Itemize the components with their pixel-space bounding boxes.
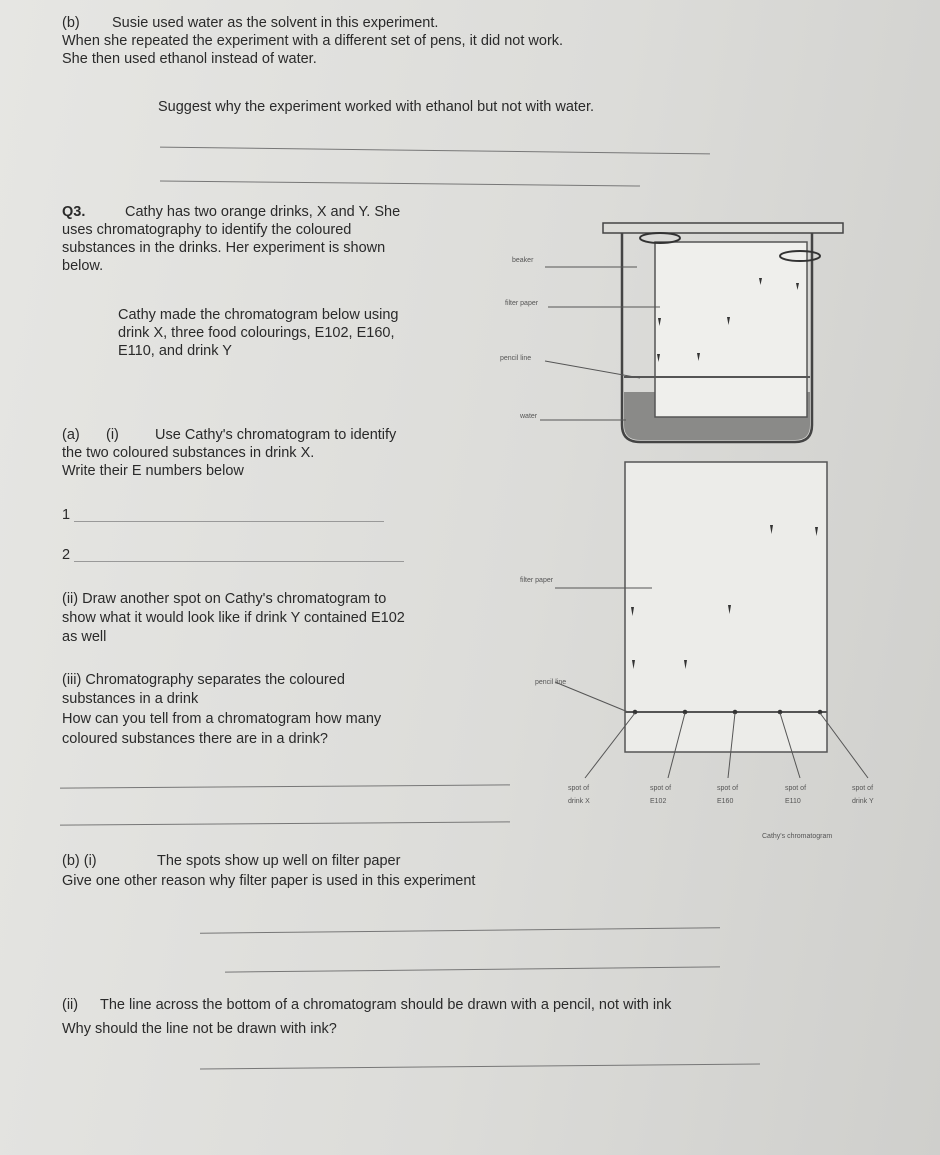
q3-intro-line: Cathy has two orange drinks, X and Y. She bbox=[125, 204, 401, 220]
a-ii-line: as well bbox=[62, 629, 107, 645]
chromatogram-diagram bbox=[500, 455, 900, 855]
support-rod bbox=[603, 223, 843, 233]
spot-label: drink Y bbox=[852, 798, 874, 805]
chromatogram-caption: Cathy's chromatogram bbox=[762, 833, 833, 840]
q3-made-line: E110, and drink Y bbox=[118, 343, 232, 359]
b-i-line: Give one other reason why filter paper is used in this experiment bbox=[62, 873, 476, 889]
apparatus-diagram bbox=[470, 215, 850, 455]
answer-line bbox=[160, 180, 640, 186]
q3-intro-line: uses chromatography to identify the coloured bbox=[62, 222, 352, 238]
prev-b-line3: She then used ethanol instead of water. bbox=[62, 51, 317, 67]
answer-line[interactable] bbox=[60, 784, 510, 788]
spot-label: spot of bbox=[568, 785, 590, 792]
a-iii-line: How can you tell from a chromatogram how many bbox=[62, 711, 382, 727]
prev-b-label: (b) bbox=[62, 15, 80, 31]
apparatus-label: filter paper bbox=[505, 300, 539, 307]
q3-intro-line: substances in the drinks. Her experiment is shown bbox=[62, 240, 386, 256]
answer-line[interactable] bbox=[200, 1064, 760, 1070]
q3-made-line: Cathy made the chromatogram below using bbox=[118, 307, 399, 323]
spot-label: spot of bbox=[852, 785, 874, 792]
filter-paper-in-beaker bbox=[655, 242, 807, 417]
answer-1-label: 1 bbox=[62, 507, 71, 523]
part-a-i-label: (i) bbox=[106, 427, 119, 443]
answer-1-line[interactable] bbox=[74, 521, 384, 522]
spot-label: spot of bbox=[717, 785, 739, 792]
apparatus-label: pencil line bbox=[500, 355, 532, 362]
spot-label: E160 bbox=[717, 798, 734, 805]
chromatogram-paper bbox=[625, 462, 827, 752]
b-ii-label: (ii) bbox=[62, 997, 79, 1013]
answer-line[interactable] bbox=[60, 821, 510, 825]
q3-made-line: drink X, three food colourings, E102, E160, bbox=[118, 325, 395, 341]
spot-label: spot of bbox=[650, 785, 672, 792]
a-ii-line: show what it would look like if drink Y contained E102 bbox=[62, 610, 405, 626]
apparatus-label: water bbox=[520, 413, 538, 420]
spot-label: drink X bbox=[568, 798, 590, 805]
a-i-line: Write their E numbers below bbox=[62, 463, 244, 479]
a-iii-line: substances in a drink bbox=[62, 691, 199, 707]
b-ii-line: Why should the line not be drawn with ink? bbox=[62, 1021, 337, 1037]
spot-label: spot of bbox=[785, 785, 807, 792]
question-number: Q3. bbox=[62, 204, 86, 220]
spot-label: E110 bbox=[785, 798, 801, 805]
spot-label: E102 bbox=[650, 798, 667, 805]
prev-b-prompt: Suggest why the experiment worked with ethanol but not with water. bbox=[158, 99, 595, 115]
chromatogram-label: pencil line bbox=[535, 679, 567, 686]
answer-line[interactable] bbox=[200, 927, 720, 933]
part-a-label: (a) bbox=[62, 427, 80, 443]
a-i-line: the two coloured substances in drink X. bbox=[62, 445, 315, 461]
b-ii-line: The line across the bottom of a chromatogram should be drawn with a pencil, not with ink bbox=[100, 997, 672, 1013]
a-i-line: Use Cathy's chromatogram to identify bbox=[155, 427, 397, 443]
a-iii-line: coloured substances there are in a drink? bbox=[62, 731, 328, 747]
answer-line[interactable] bbox=[225, 966, 720, 972]
prev-b-line2: When she repeated the experiment with a different set of pens, it did not work. bbox=[62, 33, 564, 49]
a-ii-line: (ii) Draw another spot on Cathy's chromatogram to bbox=[62, 591, 387, 607]
a-iii-line: (iii) Chromatography separates the coloured bbox=[62, 672, 345, 688]
q3-intro-line: below. bbox=[62, 258, 104, 274]
chromatogram-label: filter paper bbox=[520, 577, 554, 584]
prev-b-line1: Susie used water as the solvent in this experiment. bbox=[112, 15, 439, 31]
answer-line bbox=[160, 147, 710, 155]
apparatus-label: beaker bbox=[512, 257, 534, 264]
answer-2-label: 2 bbox=[62, 547, 71, 563]
answer-2-line[interactable] bbox=[74, 561, 404, 562]
b-i-line: The spots show up well on filter paper bbox=[157, 853, 401, 869]
part-b-label: (b) (i) bbox=[62, 853, 97, 869]
